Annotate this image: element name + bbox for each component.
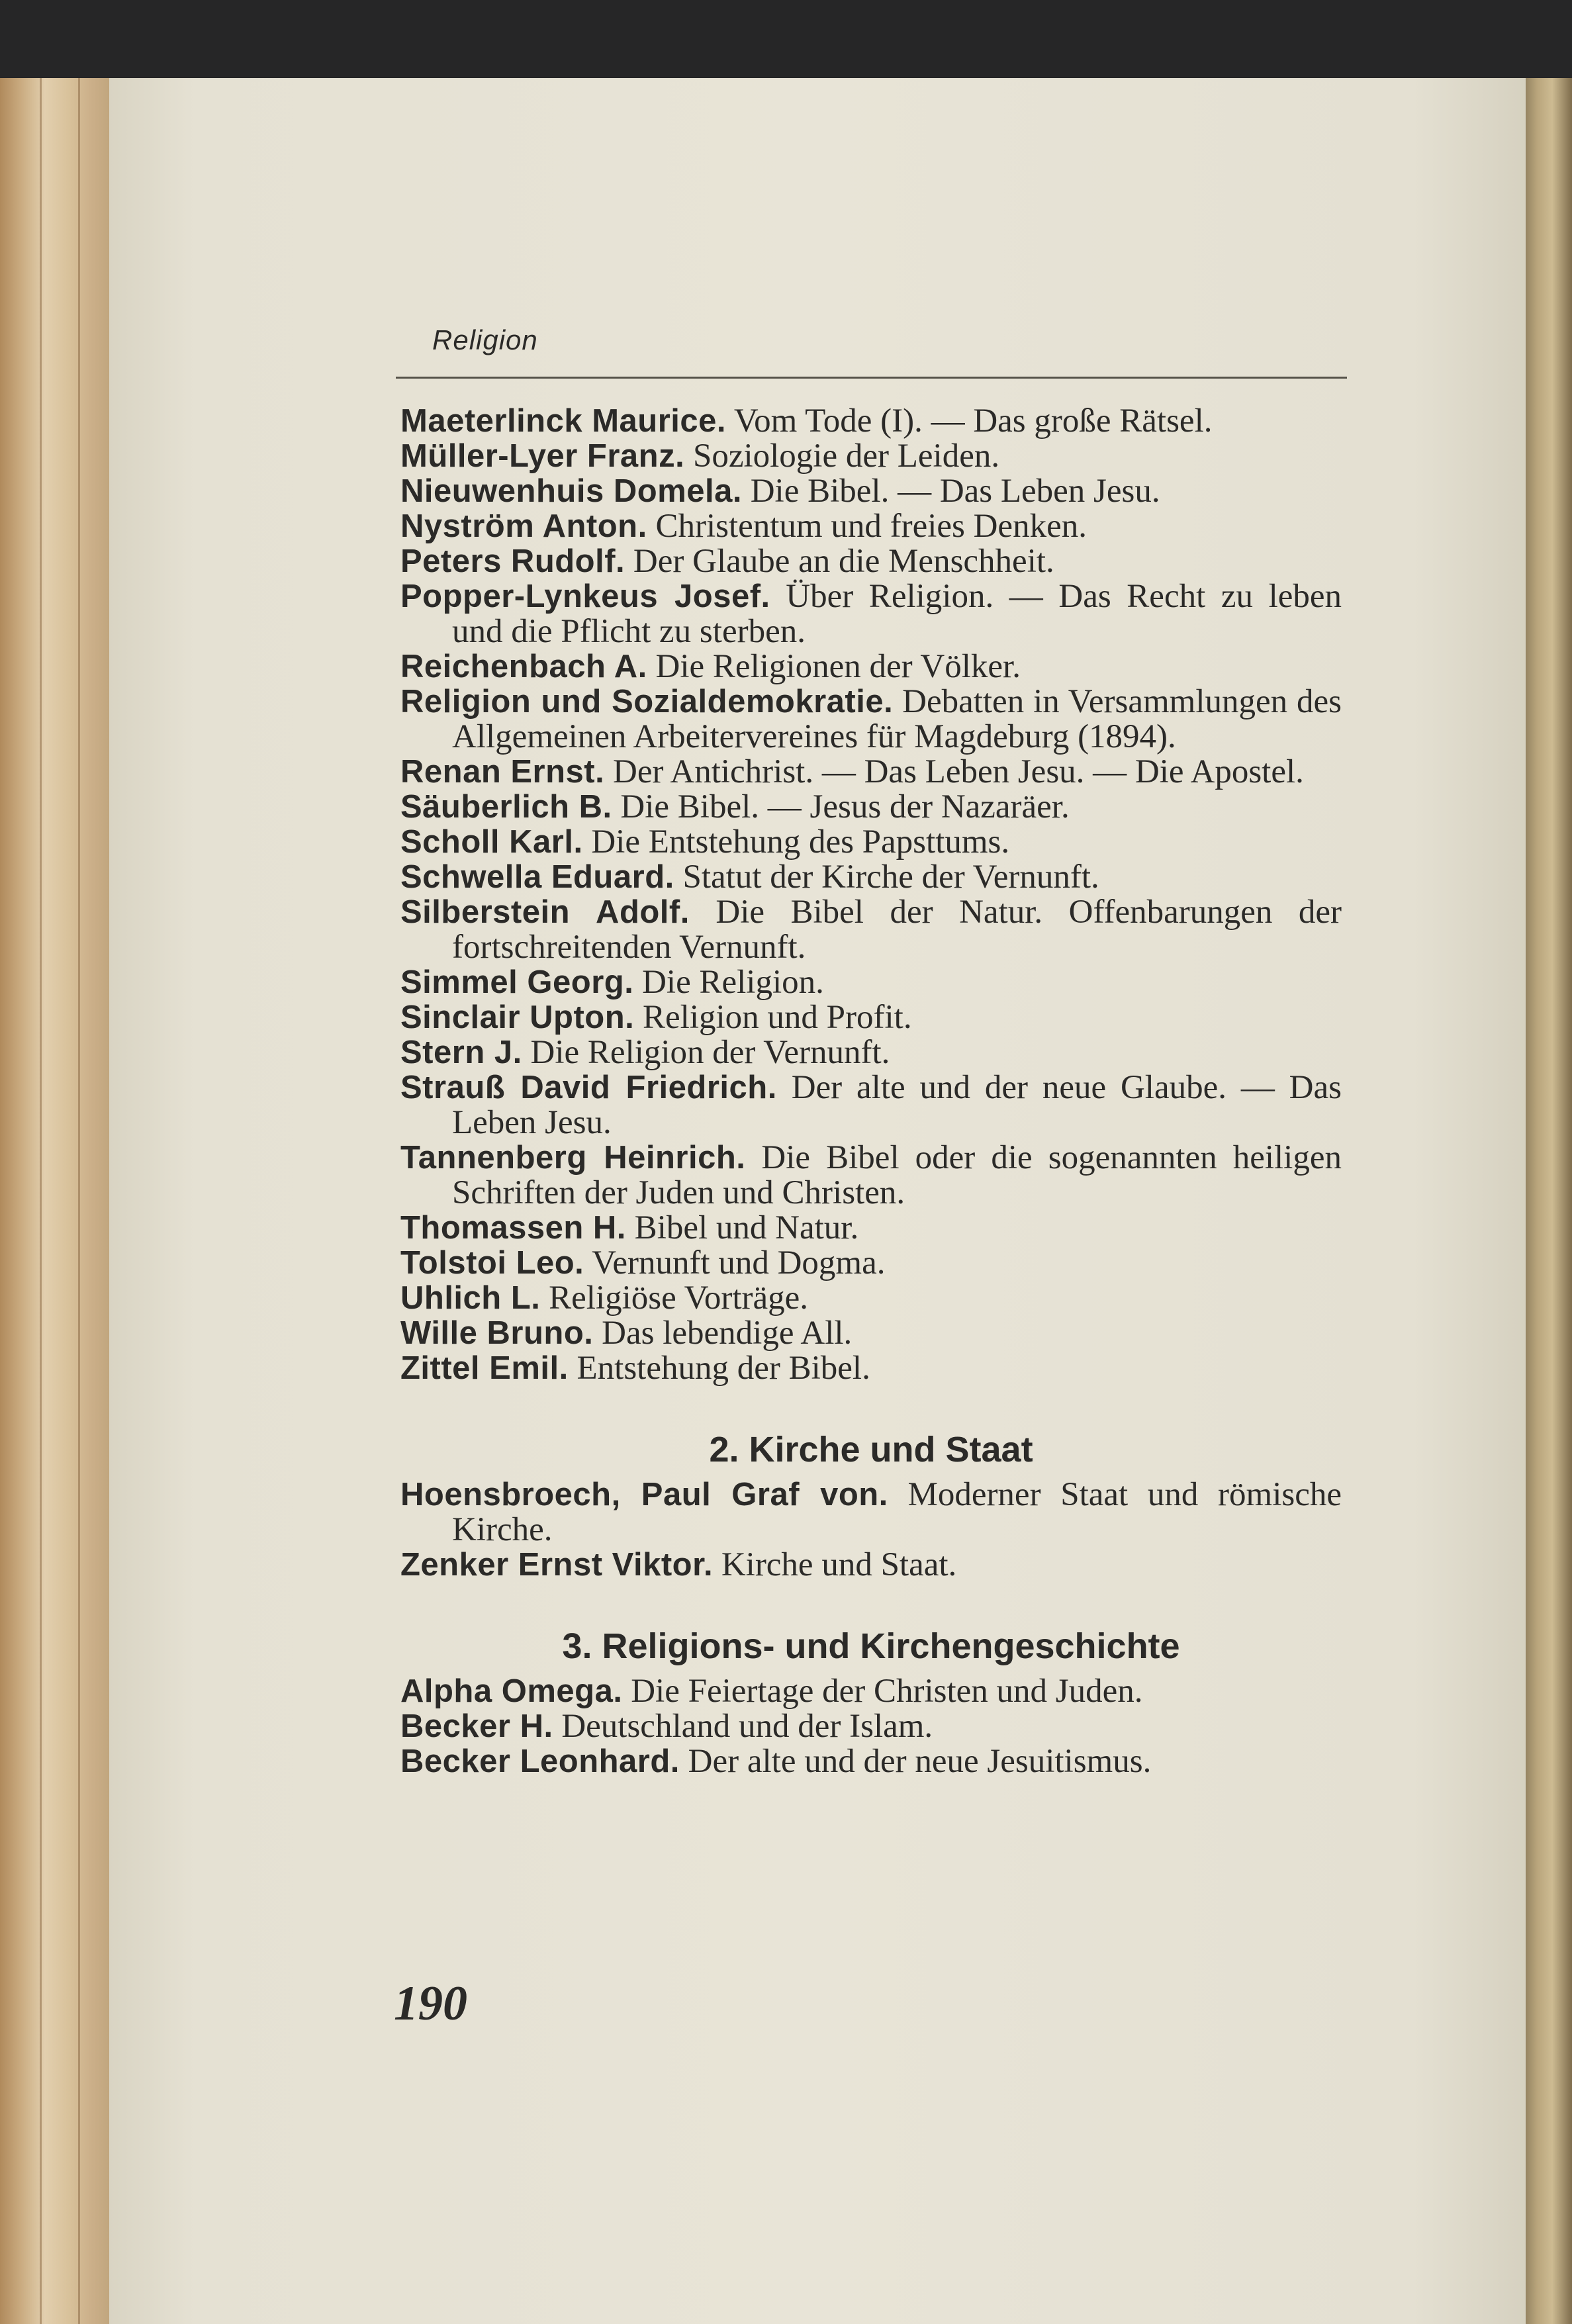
entry-author: Popper-Lynkeus Josef.: [400, 579, 770, 614]
entry-title: Der alte und der neue Jesuitismus.: [688, 1743, 1152, 1780]
background-top: [0, 0, 1572, 78]
entry-author: Becker Leonhard.: [400, 1743, 680, 1779]
list-item: [400, 1070, 1342, 1140]
entry-title: Die Religionen der Völker.: [655, 648, 1021, 685]
list-item: [400, 439, 1342, 474]
list-item: [400, 1140, 1342, 1211]
entry-title: Die Bibel. — Jesus der Nazaräer.: [620, 788, 1070, 825]
entry-title: Über Religion. — Das Recht zu leben und die Pflicht zu sterben.: [452, 578, 1342, 650]
entry-author: Strauß David Friedrich.: [400, 1070, 777, 1105]
entry-author: Sinclair Upton.: [400, 999, 635, 1035]
list-item: [400, 684, 1342, 755]
entry-title: Die Entstehung des Papsttums.: [591, 823, 1010, 860]
entry-author: Nieuwenhuis Domela.: [400, 473, 742, 509]
entry-title: Moderner Staat und römische Kirche.: [452, 1476, 1342, 1548]
entry-author: Hoensbroech, Paul Graf von.: [400, 1477, 888, 1512]
entry-title: Das lebendige All.: [602, 1315, 853, 1352]
list-item: [400, 1709, 1342, 1744]
entry-author: Scholl Karl.: [400, 824, 583, 860]
entry-title: Christentum und freies Denken.: [655, 508, 1087, 545]
entry-author: Tolstoi Leo.: [400, 1245, 584, 1281]
section-title-kirche-und-staat: 2. Kirche und Staat: [709, 1430, 1033, 1469]
entry-title: Die Feiertage der Christen und Juden.: [631, 1673, 1143, 1710]
list-item: [400, 1281, 1342, 1316]
list-item: [400, 755, 1342, 790]
entry-title: Deutschland und der Islam.: [561, 1708, 933, 1745]
entry-title: Vernunft und Dogma.: [592, 1244, 886, 1281]
section-title-religionsgeschichte: 3. Religions- und Kirchengeschichte: [562, 1626, 1180, 1666]
book-page-edges: [0, 78, 113, 2324]
list-item: [400, 825, 1342, 860]
entry-title: Soziologie der Leiden.: [692, 438, 1000, 475]
entry-title: Statut der Kirche der Vernunft.: [682, 859, 1099, 896]
entry-author: Säuberlich B.: [400, 789, 612, 825]
entry-title: Die Bibel. — Das Leben Jesu.: [750, 473, 1160, 510]
list-item: [400, 509, 1342, 544]
list-item: [400, 1211, 1342, 1246]
list-item: [400, 579, 1342, 649]
entry-author: Zittel Emil.: [400, 1350, 569, 1386]
entry-author: Tannenberg Heinrich.: [400, 1140, 746, 1176]
entry-title: Religion und Profit.: [643, 999, 912, 1036]
entry-title: Vom Tode (I). — Das große Rätsel.: [733, 402, 1213, 440]
entry-title: Die Religion der Vernunft.: [530, 1034, 890, 1071]
entry-author: Schwella Eduard.: [400, 859, 674, 895]
entries-kirche-und-staat: [400, 1477, 1342, 1583]
entry-author: Simmel Georg.: [400, 964, 634, 1000]
entry-author: Becker H.: [400, 1708, 553, 1744]
entry-author: Renan Ernst.: [400, 754, 605, 790]
entry-title: Die Bibel der Natur. Offenbarungen der fortschreitenden Vernunft.: [452, 894, 1342, 966]
entries-religion: [400, 404, 1342, 1386]
entry-title: Der Antichrist. — Das Leben Jesu. — Die Apostel.: [612, 753, 1304, 790]
entries-religionsgeschichte: [400, 1674, 1342, 1779]
list-item: [400, 1548, 1342, 1583]
header-rule: [396, 377, 1347, 379]
page-number: 190: [394, 1976, 467, 2031]
list-item: [400, 1035, 1342, 1070]
entry-title: Entstehung der Bibel.: [577, 1350, 870, 1387]
entry-author: Alpha Omega.: [400, 1673, 623, 1709]
list-item: [400, 1246, 1342, 1281]
entry-author: Peters Rudolf.: [400, 543, 625, 579]
entry-title: Debatten in Versammlungen des Allgemeinen Arbeitervereines für Magdeburg (1894).: [452, 683, 1342, 755]
entry-author: Thomassen H.: [400, 1210, 626, 1246]
entry-title: Die Religion.: [642, 964, 824, 1001]
list-item: [400, 1316, 1342, 1351]
list-item: [400, 965, 1342, 1000]
entry-title: Bibel und Natur.: [634, 1209, 859, 1246]
entry-author: Zenker Ernst Viktor.: [400, 1547, 714, 1583]
list-item: [400, 790, 1342, 825]
entry-author: Reichenbach A.: [400, 649, 647, 684]
entry-title: Kirche und Staat.: [721, 1546, 957, 1583]
entry-author: Nyström Anton.: [400, 508, 647, 544]
entry-author: Uhlich L.: [400, 1280, 541, 1316]
list-item: [400, 1744, 1342, 1779]
list-item: [400, 1477, 1342, 1548]
book-spine-shadow: [1522, 78, 1572, 2324]
list-item: [400, 474, 1342, 509]
entry-author: Religion und Sozialdemokratie.: [400, 684, 894, 720]
page-edge-line: [40, 78, 42, 2324]
entry-title: Die Bibel oder die sogenannten heiligen Schriften der Juden und Christen.: [452, 1139, 1342, 1211]
bibliography-list: [400, 404, 1342, 1779]
entry-author: Maeterlinck Maurice.: [400, 403, 727, 439]
entry-author: Müller-Lyer Franz.: [400, 438, 685, 474]
list-item: [400, 649, 1342, 684]
entry-title: Religiöse Vorträge.: [549, 1279, 809, 1317]
page-edge-line: [78, 78, 80, 2324]
list-item: [400, 1674, 1342, 1709]
entry-title: Der alte und der neue Glaube. — Das Leben Jesu.: [452, 1069, 1342, 1141]
entry-title: Der Glaube an die Menschheit.: [633, 543, 1054, 580]
entry-author: Silberstein Adolf.: [400, 894, 690, 930]
entry-author: Stern J.: [400, 1035, 522, 1070]
list-item: [400, 1000, 1342, 1035]
list-item: [400, 1351, 1342, 1386]
list-item: [400, 895, 1342, 965]
entry-author: Wille Bruno.: [400, 1315, 594, 1351]
list-item: [400, 860, 1342, 895]
list-item: [400, 404, 1342, 439]
running-header: Religion: [432, 324, 538, 355]
list-item: [400, 544, 1342, 579]
